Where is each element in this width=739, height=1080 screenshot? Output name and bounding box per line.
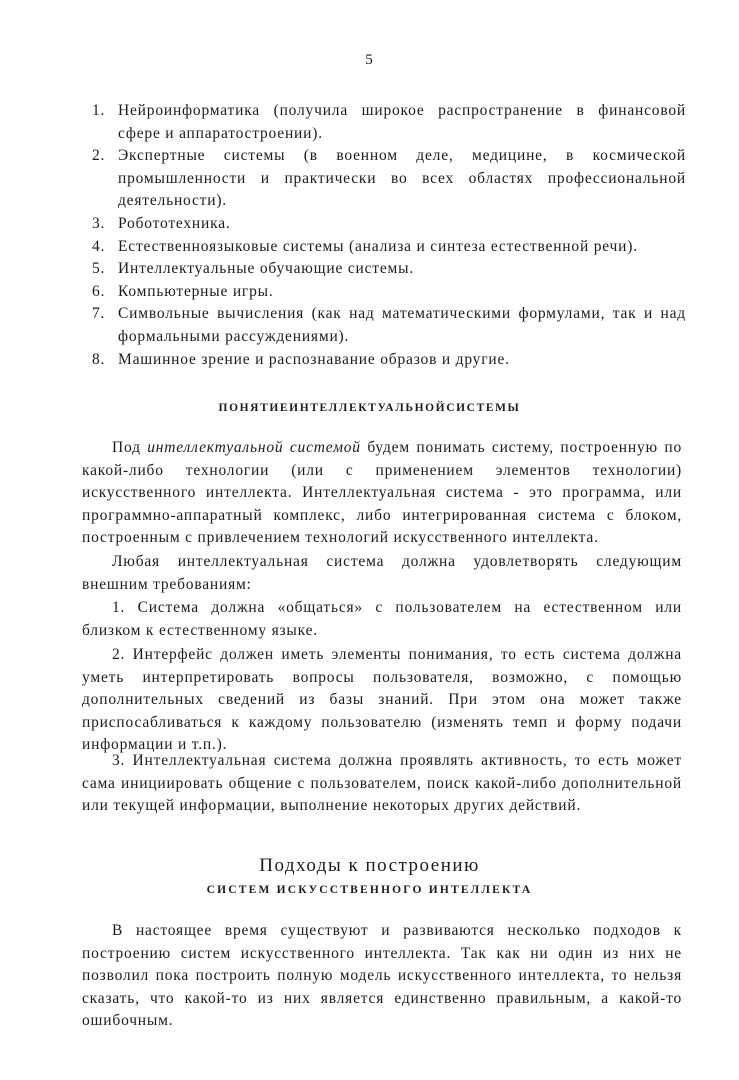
list-item-text: Нейроинформатика (получила широкое распространение в финансовой сфере и аппаратостроении).	[118, 102, 686, 142]
list-item	[92, 236, 686, 259]
list-item	[92, 303, 686, 348]
requirement-2-paragraph: 2. Интерфейс должен иметь элементы понимания, то есть система должна уметь интерпретировать вопросы пользователя, возможно, с помощью дополнительных сведений из базы знаний. При этом она может также приспосабливаться к каждому пользователю (изменять темп и форму подачи информации и т.п.).	[82, 646, 682, 754]
section-heading-intelligent-system: ПОНЯТИЕИНТЕЛЛЕКТУАЛЬНОЙСИСТЕМЫ	[218, 402, 521, 414]
list-item-text: Компьютерные игры.	[118, 282, 274, 300]
list-item-number: 3.	[92, 214, 106, 232]
list-item-number: 4.	[92, 237, 106, 255]
list-item-text: Экспертные системы (в военном деле, медицине, в космической промышленности и практически во всех областях профессиональной деятельности).	[118, 147, 686, 210]
list-item-number: 1.	[92, 102, 106, 119]
definition-paragraph	[82, 437, 682, 550]
page-number: 5	[365, 52, 374, 68]
list-item-text: Символьные вычисления (как над математическими формулами, так и над формальными рассуждениями).	[118, 305, 686, 345]
section-heading-approaches: Подходы к построению	[259, 855, 480, 876]
list-item-number: 5.	[92, 260, 106, 278]
list-item-text: Робототехника.	[118, 214, 231, 232]
list-item-number: 7.	[92, 305, 106, 323]
list-item	[92, 281, 686, 304]
list-item-number: 6.	[92, 282, 106, 300]
list-item	[92, 258, 686, 281]
list-item	[92, 100, 686, 145]
requirements-intro-paragraph: Любая интеллектуальная система должна удовлетворять следующим внешним требованиям:	[82, 553, 682, 593]
requirement-3-paragraph: 3. Интеллектуальная система должна проявлять активность, то есть может сама инициировать общение с пользователем, поиск какой-либо дополнительной или текущей информации, выполнение некоторых других действий.	[82, 752, 682, 815]
list-item-text: Интеллектуальные обучающие системы.	[118, 260, 415, 278]
definition-text-start: Под	[112, 439, 148, 456]
applications-list	[92, 100, 686, 371]
list-item-text: Естественноязыковые системы (анализа и синтеза естественной речи).	[118, 237, 638, 255]
list-item	[92, 213, 686, 236]
requirement-1-paragraph: 1. Система должна «общаться» с пользователем на естественном или близком к естественному языке.	[82, 599, 682, 639]
list-item-number: 2.	[92, 147, 106, 165]
list-item-text: Машинное зрение и распознавание образов и другие.	[118, 350, 510, 368]
section-subheading-ai-systems: СИСТЕМ ИСКУССТВЕННОГО ИНТЕЛЛЕКТА	[206, 884, 533, 896]
list-item-number: 8.	[92, 350, 106, 368]
approaches-paragraph: В настоящее время существуют и развиваются несколько подходов к построению систем искусственного интеллекта. Так как ни один из них не позволил пока построить полную модель искусственного интеллекта, то нельзя сказать, что какой-то из них является единственно правильным, а какой-то ошибочным.	[82, 922, 682, 1030]
definition-term: интеллектуальной системой	[147, 439, 361, 456]
list-item	[92, 349, 686, 372]
list-item	[92, 145, 686, 213]
definition-text-rest: будем понимать систему, построенную по какой-либо технологии (или с применением элементов технологии) искусственного интеллекта. Интеллектуальная система - это программа, или программно-аппаратный комплекс, либо интегрированная система с блоком, построенным с привлечением технологий искусственного интеллекта.	[82, 439, 682, 547]
